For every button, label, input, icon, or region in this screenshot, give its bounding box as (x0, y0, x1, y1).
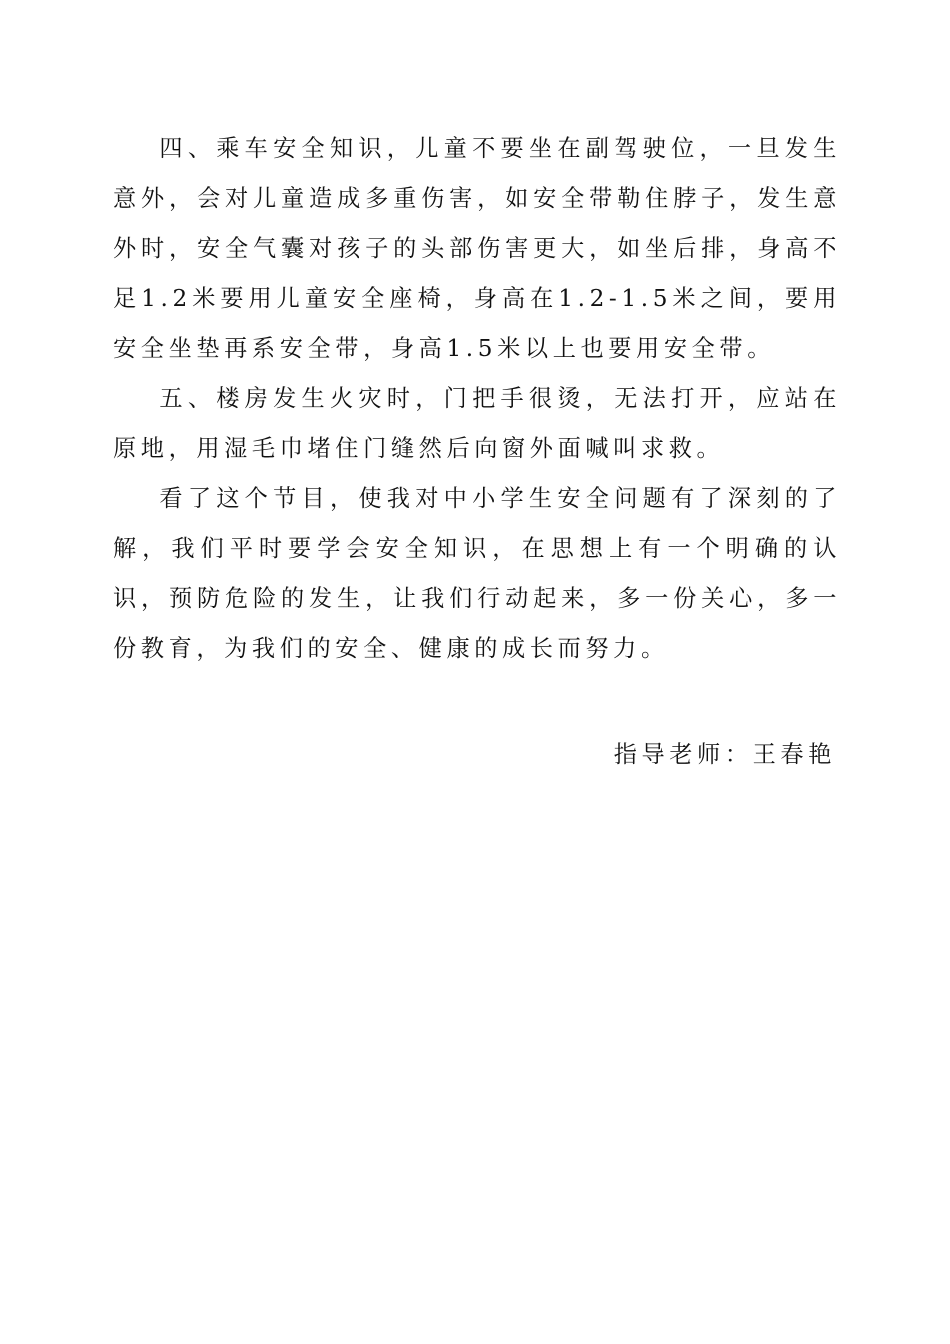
paragraph-fire-safety: 五、楼房发生火灾时，门把手很烫，无法打开，应站在原地，用湿毛巾堵住门缝然后向窗外面喊叫求救。 (113, 385, 841, 462)
instructor-signature: 指导老师：王春艳 (613, 741, 836, 768)
document-body (113, 124, 841, 674)
paragraph-car-safety: 四、乘车安全知识，儿童不要坐在副驾驶位，一旦发生意外，会对儿童造成多重伤害，如安全带勒住脖子，发生意外时，安全气囊对孩子的头部伤害更大，如坐后排，身高不足1.2米要用儿童安全座椅，身高在1.2-1.5米之间，要用安全坐垫再系安全带，身高1.5米以上也要用安全带。 (113, 135, 841, 362)
paragraph-conclusion: 看了这个节目，使我对中小学生安全问题有了深刻的了解，我们平时要学会安全知识，在思想上有一个明确的认识，预防危险的发生，让我们行动起来，多一份关心，多一份教育，为我们的安全、健康的成长而努力。 (113, 485, 841, 662)
